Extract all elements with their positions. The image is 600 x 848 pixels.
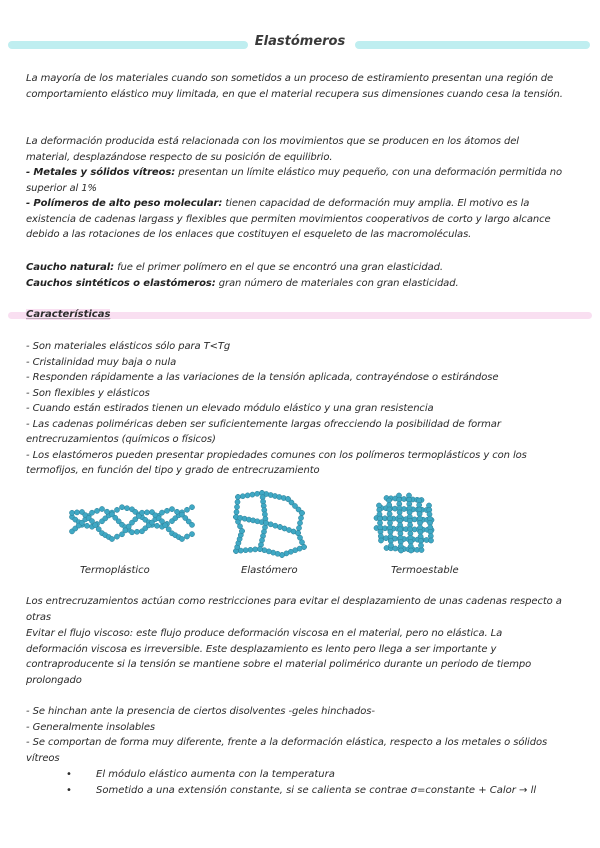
polymer-bead	[139, 510, 144, 515]
list-item: - Los elastómeros pueden presentar propiedades comunes con los polímeros termoplásticos y con los termofijos, en función del tipo y grado de entrecruzamiento	[26, 449, 527, 476]
polymer-bead	[250, 492, 255, 497]
polymer-bead	[240, 494, 245, 499]
intro-paragraph-2: La deformación producida está relacionada con los movimientos que se producen en los átomos del material, desplazándose respecto de su posición de equilibrio.	[26, 136, 519, 163]
polymer-bead	[109, 536, 114, 541]
polymer-bead	[124, 506, 129, 511]
polymer-bead	[234, 509, 239, 514]
list-item: - Son materiales elásticos sólo para T<Tg	[26, 341, 231, 352]
polymer-bead	[388, 543, 393, 548]
polymer-bead	[378, 538, 383, 543]
polymer-bead	[74, 510, 79, 515]
polymer-bead	[234, 504, 239, 509]
polymer-bead	[243, 548, 248, 553]
polymer-bead	[299, 540, 304, 545]
section-header-row	[0, 307, 600, 323]
polymer-bead	[239, 528, 244, 533]
polimeros-label: - Polímeros de alto peso molecular:	[26, 198, 223, 209]
polymer-bead	[114, 507, 119, 512]
polymer-bead	[94, 508, 99, 513]
polymer-bead	[174, 509, 179, 514]
polymer-bead	[273, 523, 278, 528]
polymer-bead	[299, 510, 304, 515]
polymer-bead	[184, 507, 189, 512]
polymer-bead	[255, 491, 260, 496]
caption-thermoplastic: Termoplástico	[80, 565, 150, 576]
polymer-bead	[189, 505, 194, 510]
bullet-dot: •	[66, 784, 72, 796]
polymer-bead	[245, 493, 250, 498]
intro-paragraph-1: La mayoría de los materiales cuando son sometidos a un proceso de estiramiento presentan una región de comportamiento elástico muy limitada, en que el material recupera sus dimensiones cuando cesa la tensión.	[26, 73, 563, 100]
list-item: - Son flexibles y elásticos	[26, 387, 150, 399]
caucho-paragraph	[26, 260, 566, 276]
thermoplastic-diagram	[69, 505, 194, 542]
polymer-bead	[114, 534, 119, 539]
polymer-bead	[253, 547, 258, 552]
bullet-list	[66, 767, 566, 798]
polymer-bead	[104, 509, 109, 514]
polymer-bead	[297, 520, 302, 525]
bullet-text: El módulo elástico aumenta con la temperatura	[96, 769, 335, 780]
polymer-bead	[189, 522, 194, 527]
characteristics-list	[26, 339, 566, 479]
polymer-bead	[408, 548, 413, 553]
caption-thermoset: Termoestable	[391, 565, 459, 576]
bullet-item	[66, 783, 566, 799]
polymer-bead	[179, 536, 184, 541]
polymer-bead	[398, 548, 403, 553]
list-item: - Generalmente insolables	[26, 721, 156, 733]
polymer-bead	[298, 515, 303, 520]
section-heading: Características	[26, 309, 111, 320]
title-row	[0, 34, 600, 54]
polymer-bead	[84, 523, 89, 528]
list-item: - Se comportan de forma muy diferente, frente a la deformación elástica, respecto a los metales o sólidos vítreos	[26, 737, 548, 764]
polymer-bead	[154, 523, 159, 528]
sinteticos-text: gran número de materiales con gran elasticidad.	[215, 278, 459, 289]
polymer-bead	[69, 510, 74, 515]
properties-list	[26, 704, 566, 766]
bullet-text: Sometido a una extensión constante, si se calienta se contrae σ=constante + Calor → ll	[96, 784, 537, 796]
polymer-bead	[295, 530, 300, 535]
metales-paragraph	[26, 165, 566, 196]
list-item: - Las cadenas poliméricas deben ser suficientemente largas ofrecciendo la posibilidad de formar entrecruzamientos (químicos o físicos)	[26, 418, 501, 445]
bullet-item	[66, 767, 566, 783]
page-title: Elastómeros	[254, 34, 346, 49]
polimeros-text: tienen capacidad de deformación muy amplia. El motivo es la existencia de cadenas largass y flexibles que permiten movimientos cooperativos de corto y largo alcance debido a las rotaciones de los enlaces que costituyen el esqueleto de las macromoléculas.	[26, 198, 551, 240]
sinteticos-paragraph	[26, 276, 566, 292]
polymer-bead	[184, 534, 189, 539]
caucho-label: Caucho natural:	[26, 262, 114, 273]
caucho-text: fue el primer polímero en el que se encontró una gran elasticidad.	[113, 262, 443, 273]
polymer-structures-figure	[66, 483, 486, 565]
metales-label: - Metales y sólidos vítreos:	[26, 167, 176, 178]
list-item: - Cuando están estirados tienen un elevado módulo elástico y una gran resistencia	[26, 403, 434, 414]
bullet-dot: •	[66, 769, 72, 780]
polymer-bead	[89, 510, 94, 515]
polymer-bead	[169, 507, 174, 512]
polymer-bead	[119, 505, 124, 510]
metales-text: presentan un límite elástico muy pequeño, con una deformación permitida no superior al 1%	[26, 167, 563, 194]
polymer-bead	[164, 508, 169, 513]
polymer-bead	[129, 530, 134, 535]
list-item: - Responden rápidamente a las variaciones de la tensión aplicada, contrayéndose o estirándose	[26, 372, 499, 383]
polymer-bead	[418, 543, 423, 548]
polymer-bead	[296, 525, 301, 530]
elastomer-diagram	[233, 490, 306, 557]
after-paragraph-2: Evitar el flujo viscoso: este flujo produce deformación viscosa en el material, pero no elástica. La deformación viscosa es irreversible. Este desplazamiento es lento pero llega a ser importante y contraproducente si la tensión se mantiene sobre el material polimérico durante un periodo de tiempo prolongado	[26, 628, 532, 686]
polymer-bead	[263, 520, 268, 525]
polymer-bead	[257, 546, 262, 551]
caption-elastomer: Elastómero	[241, 565, 298, 576]
polymer-bead	[428, 538, 433, 543]
sinteticos-label: Cauchos sintéticos o elastómeros:	[26, 278, 216, 289]
list-item: - Cristalinidad muy baja o nula	[26, 356, 177, 368]
after-paragraph-1: Los entrecruzamientos actúan como restricciones para evitar el desplazamiento de unas cadenas respecto a otras	[26, 596, 562, 623]
polymer-bead	[159, 510, 164, 515]
polymer-bead	[248, 547, 253, 552]
polimeros-paragraph	[26, 196, 566, 243]
thermoset-diagram	[374, 493, 434, 553]
polymer-bead	[235, 494, 240, 499]
list-item: - Se hinchan ante la presencia de ciertos disolventes -geles hinchados-	[26, 706, 375, 717]
polymer-bead	[189, 532, 194, 537]
polymer-bead	[134, 529, 139, 534]
polymer-bead	[144, 510, 149, 515]
polymer-bead	[99, 506, 104, 511]
polymer-bead	[235, 499, 240, 504]
